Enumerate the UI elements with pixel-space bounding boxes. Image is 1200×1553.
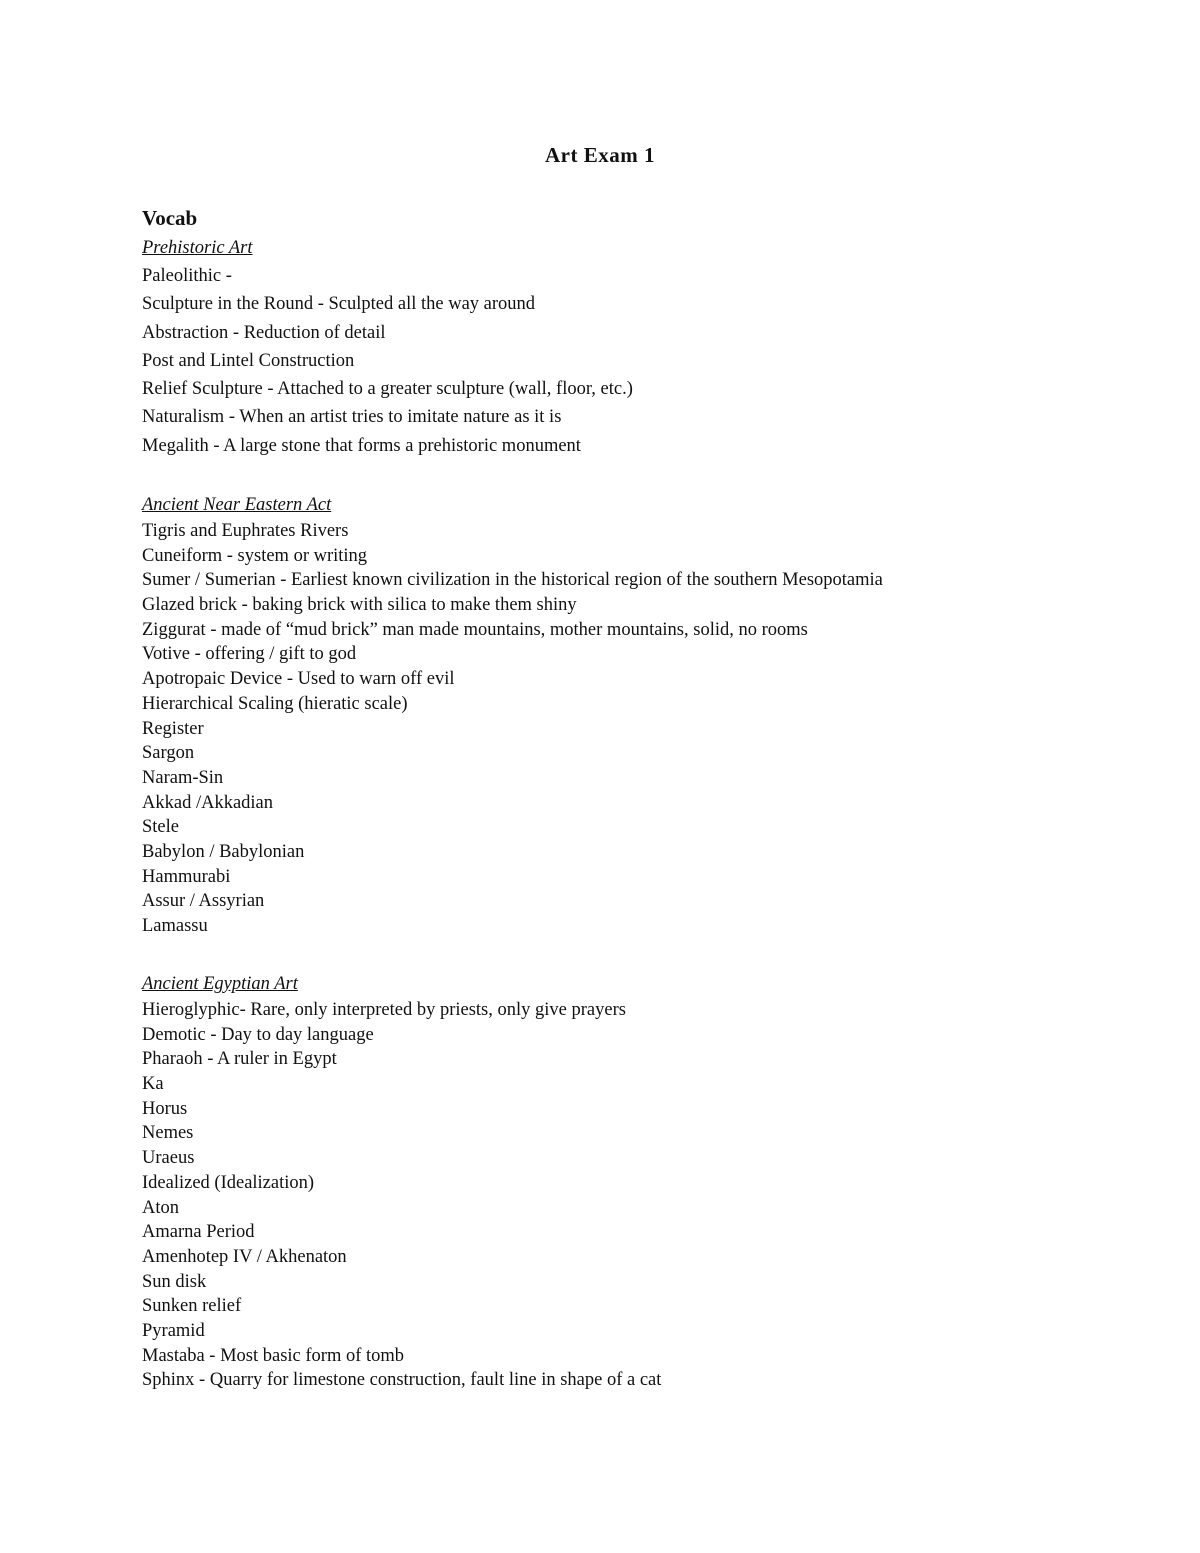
vocab-entry: Abstraction - Reduction of detail <box>142 322 386 343</box>
vocab-entry: Amarna Period <box>142 1222 255 1243</box>
section-title: Ancient Near Eastern Act <box>142 495 332 515</box>
vocab-entry: Ka <box>142 1074 164 1095</box>
vocab-entry: Pharaoh - A ruler in Egypt <box>142 1049 337 1070</box>
vocab-entry: Pyramid <box>142 1320 205 1341</box>
vocab-entry: Amenhotep IV / Akhenaton <box>142 1246 347 1267</box>
vocab-entry: Register <box>142 718 204 739</box>
section-title: Prehistoric Art <box>142 238 253 258</box>
vocab-entry: Glazed brick - baking brick with silica to make them shiny <box>142 595 577 616</box>
vocab-entry: Babylon / Babylonian <box>142 841 305 862</box>
entry-list <box>142 519 1142 939</box>
vocab-entry: Uraeus <box>142 1148 195 1169</box>
vocab-entry: Horus <box>142 1098 188 1119</box>
vocab-entry: Hieroglyphic- Rare, only interpreted by priests, only give prayers <box>142 1000 626 1020</box>
section-prehistoric-art <box>142 234 1142 460</box>
vocab-entry: Sun disk <box>142 1271 207 1292</box>
vocab-entry: Lamassu <box>142 916 208 936</box>
vocab-entry: Hierarchical Scaling (hieratic scale) <box>142 693 408 714</box>
section-ancient-egyptian-art <box>142 970 1142 1393</box>
vocab-heading: Vocab <box>142 206 198 230</box>
vocab-entry: Sumer / Sumerian - Earliest known civilization in the historical region of the southern Mesopotamia <box>142 570 883 591</box>
vocab-entry: Mastaba - Most basic form of tomb <box>142 1345 405 1366</box>
vocab-entry: Assur / Assyrian <box>142 891 265 912</box>
vocab-entry: Votive - offering / gift to god <box>142 644 357 665</box>
vocab-entry: Tigris and Euphrates Rivers <box>142 521 349 541</box>
page-title: Art Exam 1 <box>545 143 655 167</box>
entry-list <box>142 998 1142 1393</box>
vocab-entry: Naram-Sin <box>142 767 224 788</box>
vocab-entry: Apotropaic Device - Used to warn off evil <box>142 669 455 690</box>
vocab-entry: Paleolithic - <box>142 266 232 286</box>
vocab-entry: Naturalism - When an artist tries to imitate nature as it is <box>142 407 562 428</box>
vocab-entry: Demotic - Day to day language <box>142 1024 374 1045</box>
vocab-entry: Post and Lintel Construction <box>142 350 355 371</box>
section-ancient-near-eastern-act <box>142 491 1142 939</box>
vocab-entry: Nemes <box>142 1123 194 1144</box>
vocab-entry: Megalith - A large stone that forms a prehistoric monument <box>142 435 581 456</box>
vocab-entry: Akkad /Akkadian <box>142 792 274 813</box>
vocab-entry: Idealized (Idealization) <box>142 1172 315 1193</box>
vocab-entry: Aton <box>142 1197 179 1218</box>
vocab-entry: Relief Sculpture - Attached to a greater sculpture (wall, floor, etc.) <box>142 379 633 400</box>
vocab-entry: Cuneiform - system or writing <box>142 545 368 566</box>
vocab-entry: Sphinx - Quarry for limestone construction, fault line in shape of a cat <box>142 1370 662 1391</box>
vocab-entry: Sculpture in the Round - Sculpted all the way around <box>142 294 536 315</box>
vocab-entry: Stele <box>142 817 179 838</box>
vocab-entry: Hammurabi <box>142 866 231 887</box>
section-title: Ancient Egyptian Art <box>142 974 298 994</box>
entry-list <box>142 262 1142 460</box>
vocab-entry: Sunken relief <box>142 1296 242 1317</box>
vocab-entry: Ziggurat - made of “mud brick” man made mountains, mother mountains, solid, no rooms <box>142 619 808 640</box>
vocab-entry: Sargon <box>142 743 195 764</box>
